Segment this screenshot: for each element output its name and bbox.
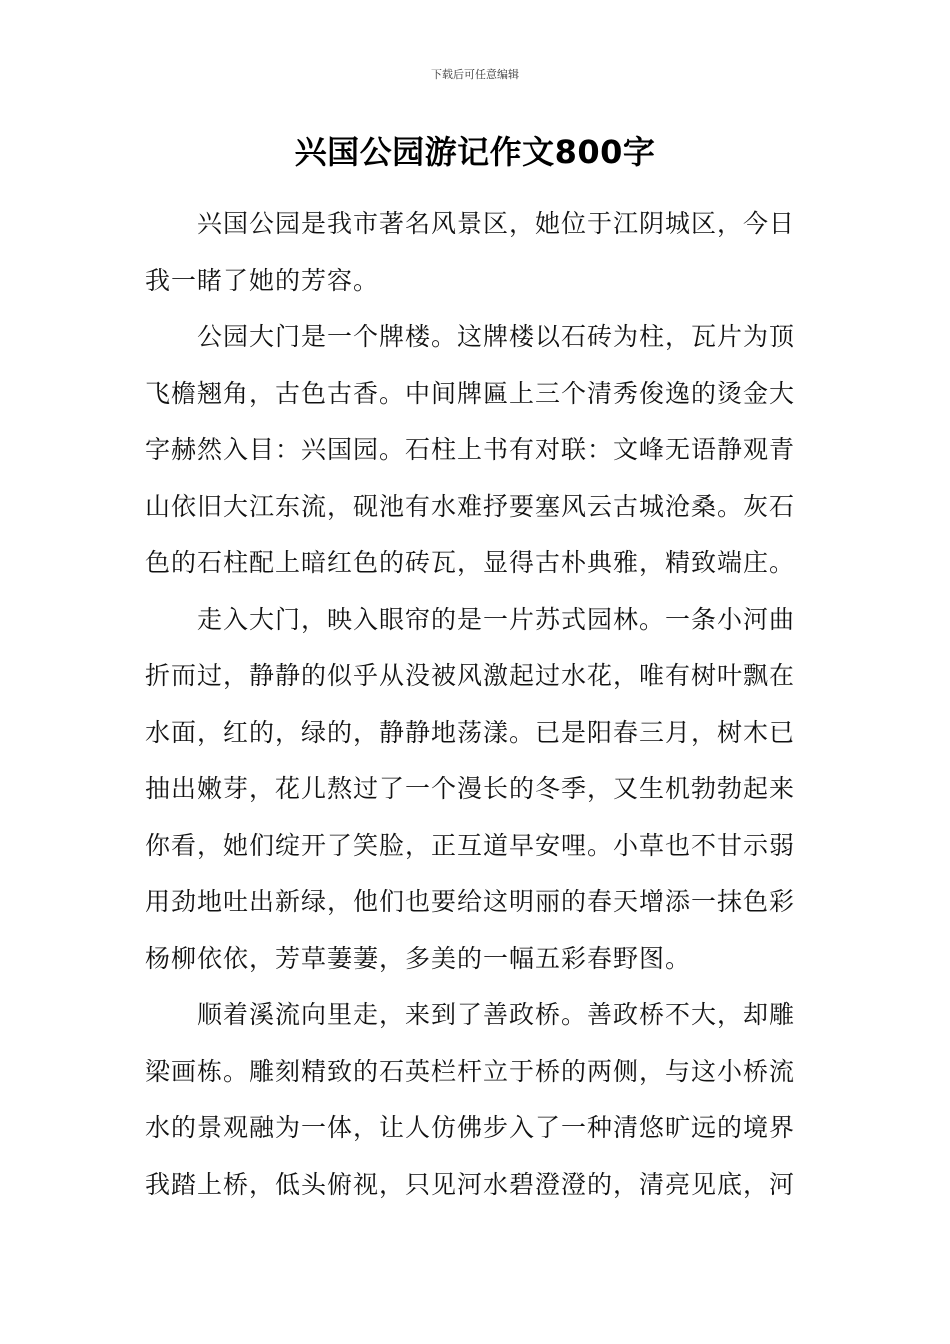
text-line: 我一睹了她的芳容。 — [145, 265, 380, 295]
text-line: 走入大门，映入眼帘的是一片苏式园林。一条小河曲 — [197, 604, 796, 634]
document-title: 兴国公园游记作文800字 — [294, 133, 656, 171]
text-line: 你看，她们绽开了笑脸，正互道早安哩。小草也不甘示弱 — [145, 830, 796, 860]
text-line: 色的石柱配上暗红色的砖瓦，显得古朴典雅，精致端庄。 — [145, 548, 796, 577]
text-line: 字赫然入目：兴国园。石柱上书有对联：文峰无语静观青 — [145, 435, 796, 464]
text-line: 公园大门是一个牌楼。这牌楼以石砖为柱，瓦片为顶 — [197, 322, 796, 351]
text-line: 杨柳依依，芳草萋萋，多美的一幅五彩春野图。 — [145, 943, 692, 973]
text-line: 顺着溪流向里走，来到了善政桥。善政桥不大，却雕 — [197, 1000, 796, 1029]
text-line: 飞檐翘角，古色古香。中间牌匾上三个清秀俊逸的烫金大 — [145, 378, 796, 408]
text-line: 用劲地吐出新绿，他们也要给这明丽的春天增添一抹色彩 — [145, 887, 796, 916]
text-line: 抽出嫩芽，花儿熬过了一个漫长的冬季，又生机勃勃起来 — [145, 774, 796, 803]
text-line: 水的景观融为一体，让人仿佛步入了一种清悠旷远的境界 — [145, 1113, 796, 1142]
text-line: 山依旧大江东流，砚池有水难抒要塞风云古城沧桑。灰石 — [145, 491, 796, 521]
text-line: 水面，红的，绿的，静静地荡漾。已是阳春三月，树木已 — [145, 717, 796, 747]
header-note: 下载后可任意编辑 — [431, 68, 519, 81]
text-line: 折而过，静静的似乎从没被风激起过水花，唯有树叶飘在 — [145, 661, 796, 690]
text-line: 梁画栋。雕刻精致的石英栏杆立于桥的两侧，与这小桥流 — [145, 1056, 796, 1086]
text-line: 我踏上桥，低头俯视，只见河水碧澄澄的，清亮见底，河 — [145, 1169, 796, 1199]
text-line: 兴国公园是我市著名风景区，她位于江阴城区，今日 — [197, 209, 796, 238]
document-body — [145, 196, 805, 1213]
